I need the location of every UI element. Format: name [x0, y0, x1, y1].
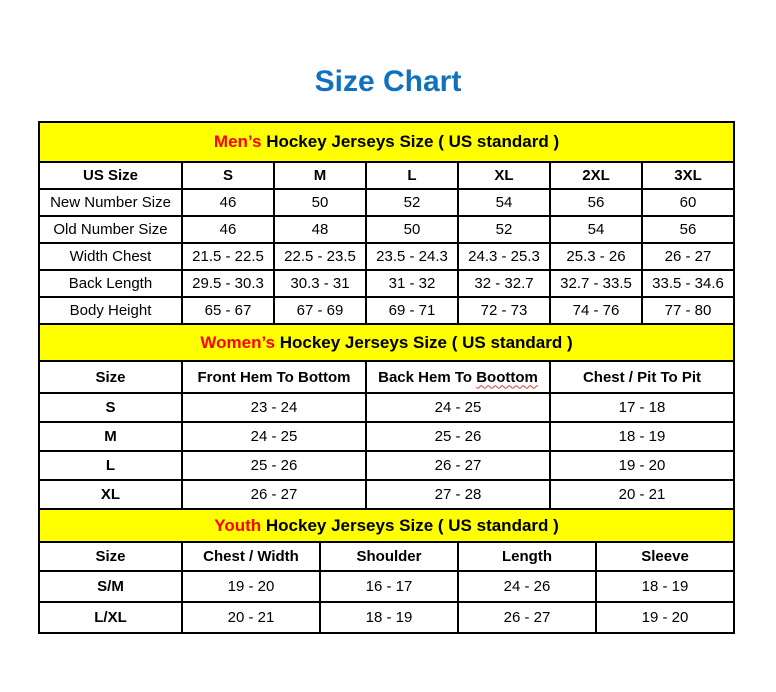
row-label: L/XL [39, 602, 182, 633]
table-row [39, 393, 734, 422]
mens-size-table [38, 121, 735, 325]
table-cell: 24 - 26 [458, 571, 596, 602]
column-header: Size [39, 361, 182, 393]
banner-accent-text: Youth [214, 515, 262, 535]
table-cell: 18 - 19 [320, 602, 458, 633]
column-header: Shoulder [320, 542, 458, 571]
table-cell: 32 - 32.7 [458, 270, 550, 297]
column-header [366, 361, 550, 393]
table-cell: 19 - 20 [596, 602, 734, 633]
table-cell: 27 - 28 [366, 480, 550, 509]
womens-size-table [38, 323, 735, 510]
womens-banner [39, 324, 734, 361]
table-row [39, 243, 734, 270]
table-cell: 25 - 26 [366, 422, 550, 451]
column-header: Sleeve [596, 542, 734, 571]
row-label: Back Length [39, 270, 182, 297]
column-header: Length [458, 542, 596, 571]
column-header: M [274, 162, 366, 189]
table-cell: 31 - 32 [366, 270, 458, 297]
table-cell: 19 - 20 [550, 451, 734, 480]
table-cell: 54 [458, 189, 550, 216]
table-cell: 26 - 27 [366, 451, 550, 480]
table-cell: 24 - 25 [366, 393, 550, 422]
table-cell: 46 [182, 189, 274, 216]
table-cell: 67 - 69 [274, 297, 366, 324]
table-cell: 69 - 71 [366, 297, 458, 324]
table-row [39, 602, 734, 633]
size-tables [38, 121, 733, 634]
banner-text: Hockey Jerseys Size ( US standard ) [261, 515, 559, 535]
column-header: Size [39, 542, 182, 571]
table-row [39, 480, 734, 509]
row-label: L [39, 451, 182, 480]
table-row [39, 509, 734, 542]
table-cell: 17 - 18 [550, 393, 734, 422]
row-label: New Number Size [39, 189, 182, 216]
table-cell: 20 - 21 [550, 480, 734, 509]
youth-size-table [38, 508, 735, 634]
column-header: L [366, 162, 458, 189]
column-header: Chest / Pit To Pit [550, 361, 734, 393]
table-cell: 26 - 27 [458, 602, 596, 633]
banner-accent-text: Women’s [200, 332, 275, 352]
table-cell: 56 [550, 189, 642, 216]
row-label: Old Number Size [39, 216, 182, 243]
table-row [39, 216, 734, 243]
table-row [39, 162, 734, 189]
table-cell: 56 [642, 216, 734, 243]
banner-accent-text: Men’s [213, 132, 262, 151]
youth-banner [39, 509, 734, 542]
banner-text: Hockey Jerseys Size ( US standard ) [275, 332, 573, 352]
table-cell: 65 - 67 [182, 297, 274, 324]
table-row [39, 189, 734, 216]
row-label: Width Chest [39, 243, 182, 270]
column-header: 2XL [550, 162, 642, 189]
table-cell: 52 [366, 189, 458, 216]
table-cell: 18 - 19 [596, 571, 734, 602]
column-header-text: Back Hem To [378, 368, 477, 386]
table-cell: 16 - 17 [320, 571, 458, 602]
table-cell: 25.3 - 26 [550, 243, 642, 270]
table-cell: 29.5 - 30.3 [182, 270, 274, 297]
table-cell: 46 [182, 216, 274, 243]
table-cell: 18 - 19 [550, 422, 734, 451]
table-cell: 52 [458, 216, 550, 243]
column-header: S [182, 162, 274, 189]
table-cell: 77 - 80 [642, 297, 734, 324]
row-label: Body Height [39, 297, 182, 324]
table-cell: 74 - 76 [550, 297, 642, 324]
column-header: US Size [39, 162, 182, 189]
column-header: XL [458, 162, 550, 189]
table-row [39, 542, 734, 571]
table-cell: 23 - 24 [182, 393, 366, 422]
table-cell: 21.5 - 22.5 [182, 243, 274, 270]
table-cell: 26 - 27 [642, 243, 734, 270]
table-row [39, 571, 734, 602]
table-cell: 30.3 - 31 [274, 270, 366, 297]
table-cell: 25 - 26 [182, 451, 366, 480]
table-row [39, 451, 734, 480]
table-cell: 22.5 - 23.5 [274, 243, 366, 270]
row-label: M [39, 422, 182, 451]
table-cell: 24 - 25 [182, 422, 366, 451]
table-cell: 33.5 - 34.6 [642, 270, 734, 297]
table-row [39, 297, 734, 324]
table-cell: 23.5 - 24.3 [366, 243, 458, 270]
column-header: 3XL [642, 162, 734, 189]
table-cell: 48 [274, 216, 366, 243]
table-cell: 50 [274, 189, 366, 216]
table-cell: 19 - 20 [182, 571, 320, 602]
table-row [39, 324, 734, 361]
table-cell: 32.7 - 33.5 [550, 270, 642, 297]
page-title: Size Chart [314, 65, 462, 98]
column-header-misspelled-word: Boottom [476, 368, 538, 386]
table-row [39, 270, 734, 297]
mens-banner [39, 122, 734, 162]
table-cell: 60 [642, 189, 734, 216]
table-cell: 26 - 27 [182, 480, 366, 509]
row-label: S/M [39, 571, 182, 602]
row-label: S [39, 393, 182, 422]
table-row [39, 361, 734, 393]
table-cell: 24.3 - 25.3 [458, 243, 550, 270]
table-row [39, 422, 734, 451]
table-cell: 20 - 21 [182, 602, 320, 633]
table-row [39, 122, 734, 162]
table-cell: 54 [550, 216, 642, 243]
table-cell: 72 - 73 [458, 297, 550, 324]
column-header: Front Hem To Bottom [182, 361, 366, 393]
column-header: Chest / Width [182, 542, 320, 571]
table-cell: 50 [366, 216, 458, 243]
banner-text: Hockey Jerseys Size ( US standard ) [261, 132, 560, 151]
row-label: XL [39, 480, 182, 509]
